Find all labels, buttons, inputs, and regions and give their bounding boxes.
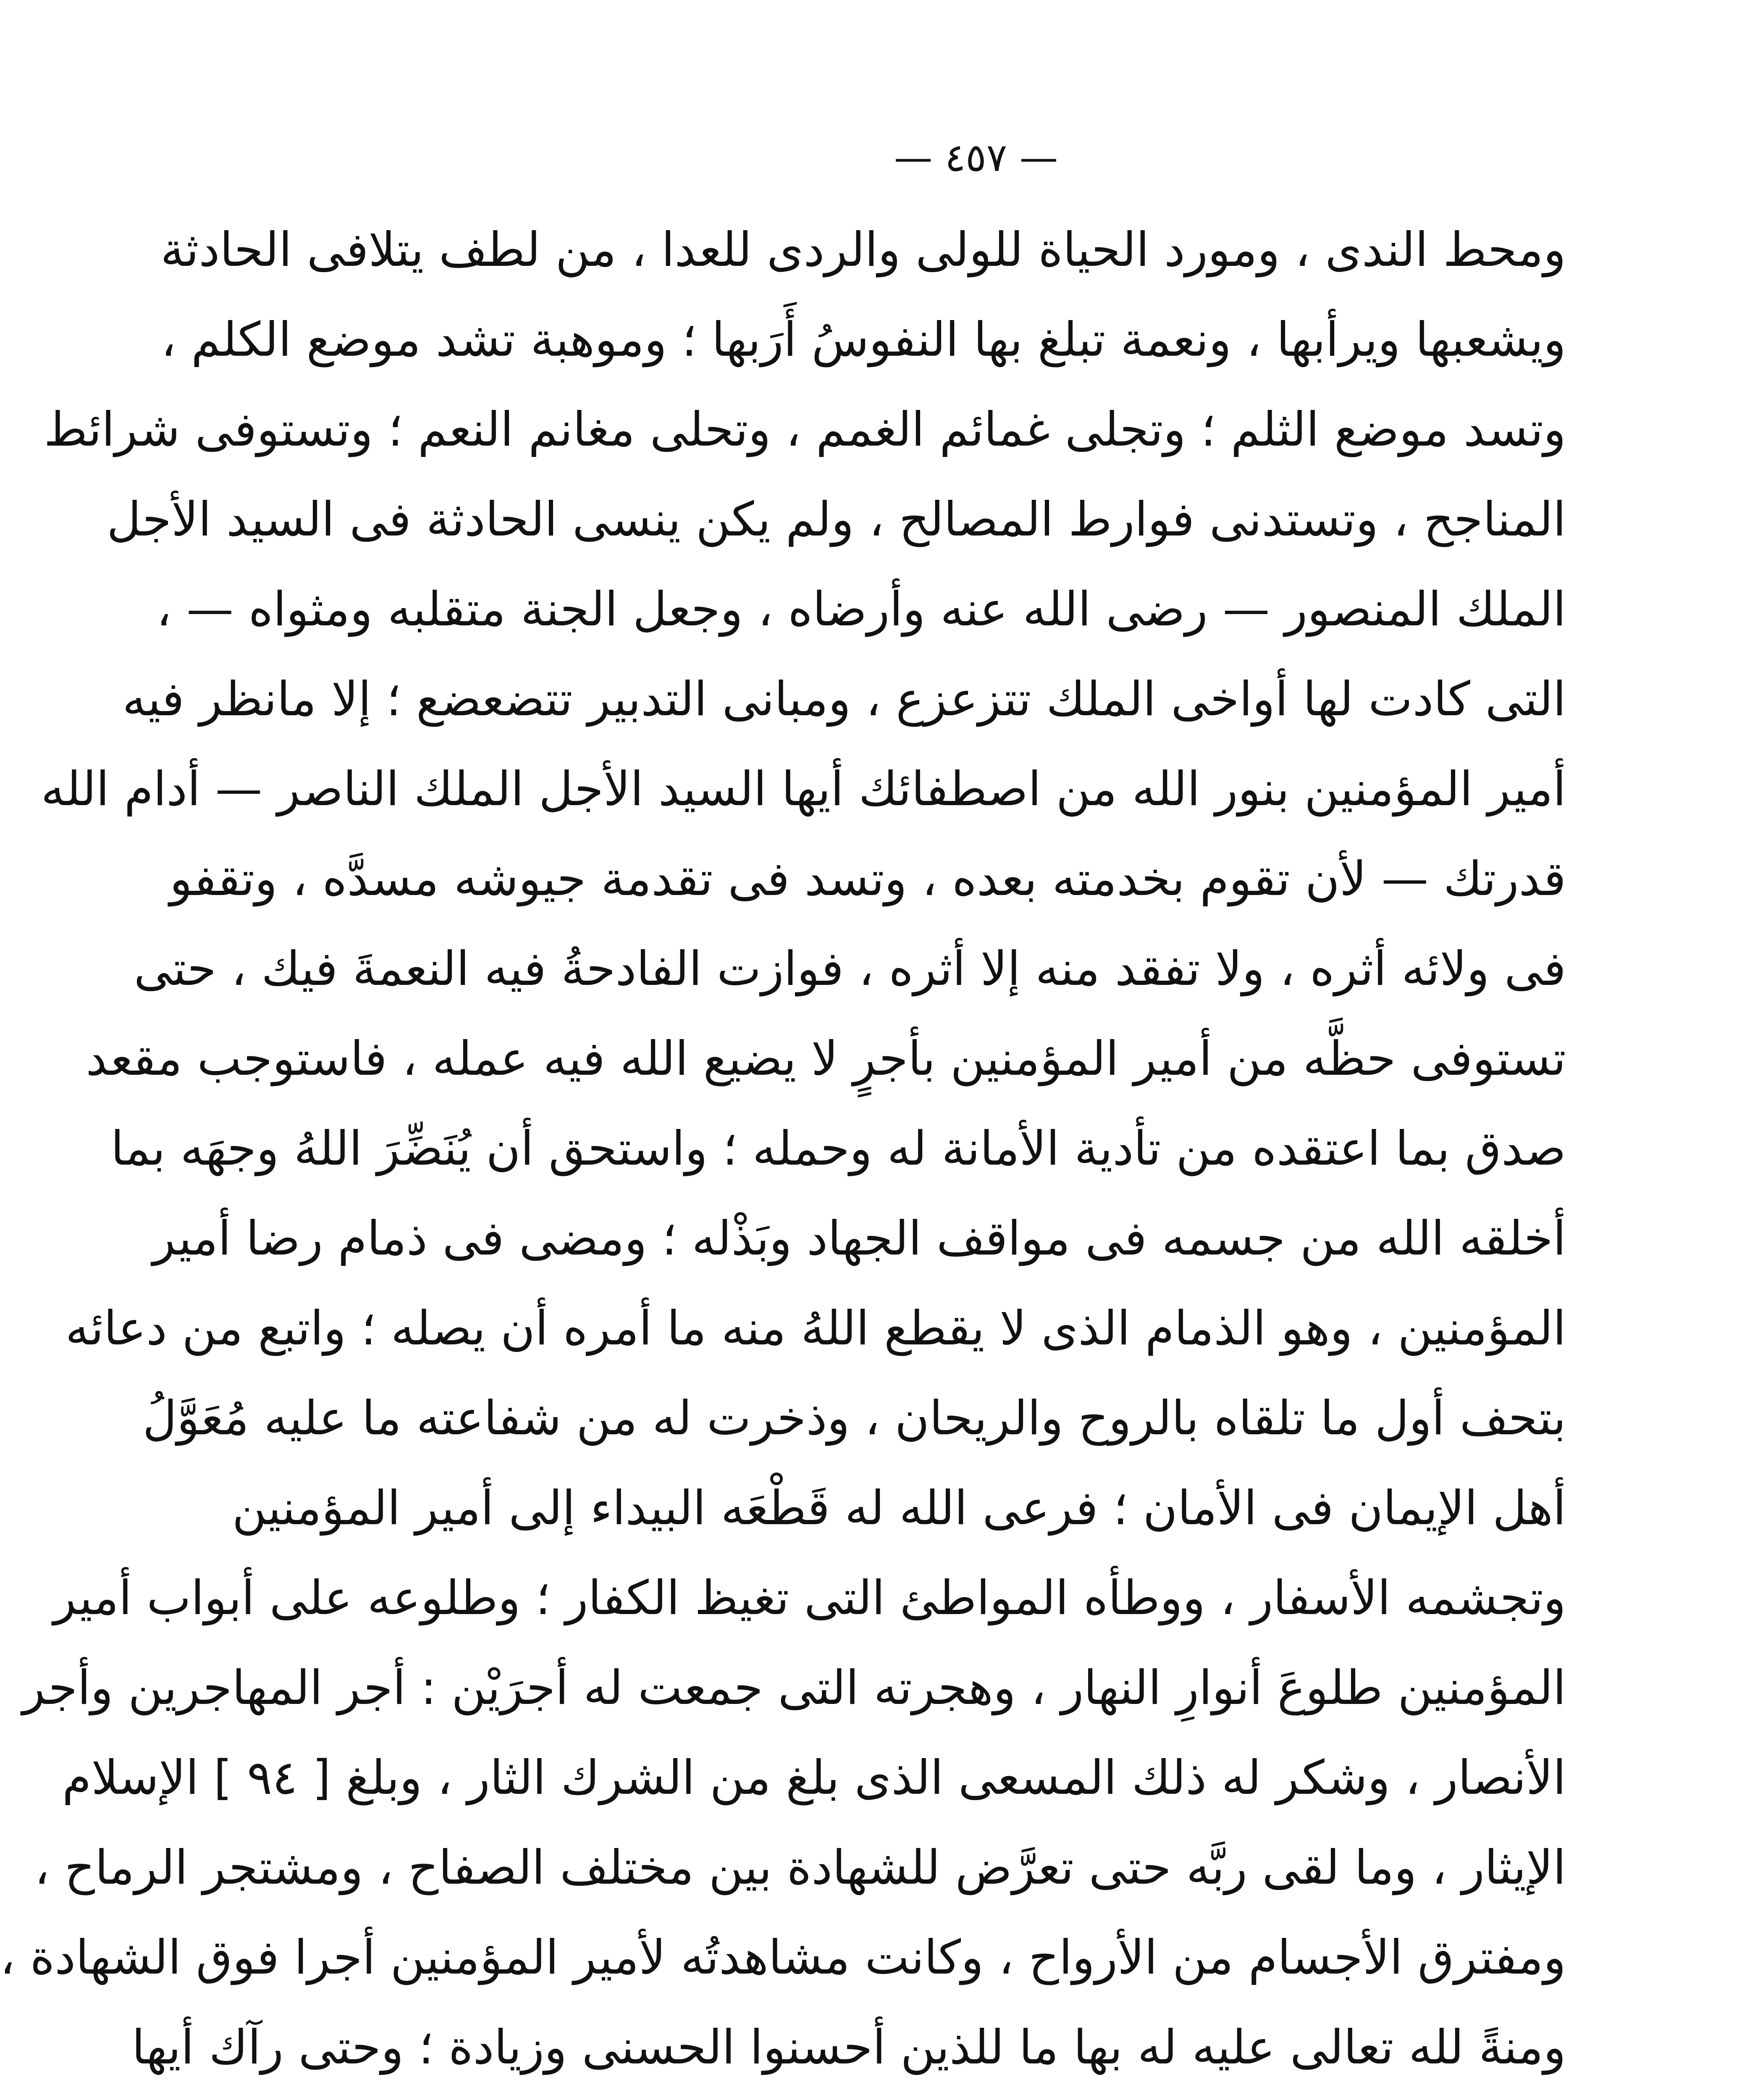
body-text — [0, 205, 1566, 2100]
text-line: ومحط الندى ، ومورد الحياة للولى والردى للعدا ، من لطف يتلافى الحادثة — [160, 223, 1566, 277]
text-line: الملك المنصور — رضى الله عنه وأرضاه ، وجعل الجنة متقلبه ومثواه — ، — [156, 582, 1566, 637]
text-line: المناجح ، وتستدنى فوارط المصالح ، ولم يكن ينسى الحادثة فى السيد الأجل — [107, 492, 1566, 547]
text-line: المؤمنين ، وهو الذمام الذى لا يقطع اللهُ منه ما أمره أن يصله ؛ واتبع من دعائه — [65, 1301, 1566, 1356]
text-line: الأنصار ، وشكر له ذلك المسعى الذى بلغ من الشرك الثار ، وبلغ [ ٩٤ ] الإسلام — [62, 1751, 1566, 1805]
text-line: أخلقه الله من جسمه فى مواقف الجهاد وبَذْله ؛ ومضى فى ذمام رضا أمير — [152, 1211, 1566, 1266]
text-line: صدق بما اعتقده من تأدية الأمانة له وحمله ؛ واستحق أن يُنَضِّرَ اللهُ وجهَه بما — [110, 1121, 1566, 1176]
text-line: وتجشمه الأسفار ، ووطأه المواطئ التى تغيظ الكفار ؛ وطلوعه على أبواب أمير — [53, 1571, 1566, 1625]
text-line — [386, 2092, 1566, 2100]
text-line: فى ولائه أثره ، ولا تفقد منه إلا أثره ، فوازت الفادحةُ فيه النعمةَ فيك ، حتى — [134, 942, 1566, 996]
text-line: قدرتك — لأن تقوم بخدمته بعده ، وتسد فى تقدمة جيوشه مسدَّه ، وتقفو — [169, 852, 1566, 906]
text-line: أهل الإيمان فى الأمان ؛ فرعى الله له قَطْعَه البيداء إلى أمير المؤمنين — [232, 1481, 1566, 1536]
text-line: ويشعبها ويرأبها ، ونعمة تبلغ بها النفوسُ أَرَبها ؛ وموهبة تشد موضع الكلم ، — [161, 312, 1566, 367]
text-line: الإيثار ، وما لقى ربَّه حتى تعرَّض للشهادة بين مختلف الصفاح ، ومشتجر الرماح ، — [34, 1840, 1566, 1895]
text-line: ومفترق الأجسام من الأرواح ، وكانت مشاهدتُه لأمير المؤمنين أجرا فوق الشهادة ، — [0, 1930, 1566, 1985]
text-line: التى كادت لها أواخى الملك تتزعزع ، ومبانى التدبير تتضعضع ؛ إلا مانظر فيه — [122, 672, 1566, 727]
text-line: أمير المؤمنين بنور الله من اصطفائك أيها السيد الأجل الملك الناصر — أدام الله — [41, 762, 1566, 816]
page-number: — ٤٥٧ — — [894, 135, 1058, 180]
text-line: بتحف أول ما تلقاه بالروح والريحان ، وذخرت له من شفاعته ما عليه مُعَوَّلُ — [142, 1391, 1566, 1446]
text-line: ومنةً لله تعالى عليه له بها ما للذين أحسنوا الحسنى وزيادة ؛ وحتى رآك أيها — [131, 2020, 1566, 2075]
text-line: تستوفى حظَّه من أمير المؤمنين بأجرٍ لا يضيع الله فيه عمله ، فاستوجب مقعد — [86, 1032, 1566, 1086]
text-line: المؤمنين طلوعَ أنوارِ النهار ، وهجرته التى جمعت له أجرَيْن : أجر المهاجرين وأجر — [22, 1661, 1566, 1715]
text-line: وتسد موضع الثلم ؛ وتجلى غمائم الغمم ، وتحلى مغانم النعم ؛ وتستوفى شرائط — [44, 402, 1566, 457]
